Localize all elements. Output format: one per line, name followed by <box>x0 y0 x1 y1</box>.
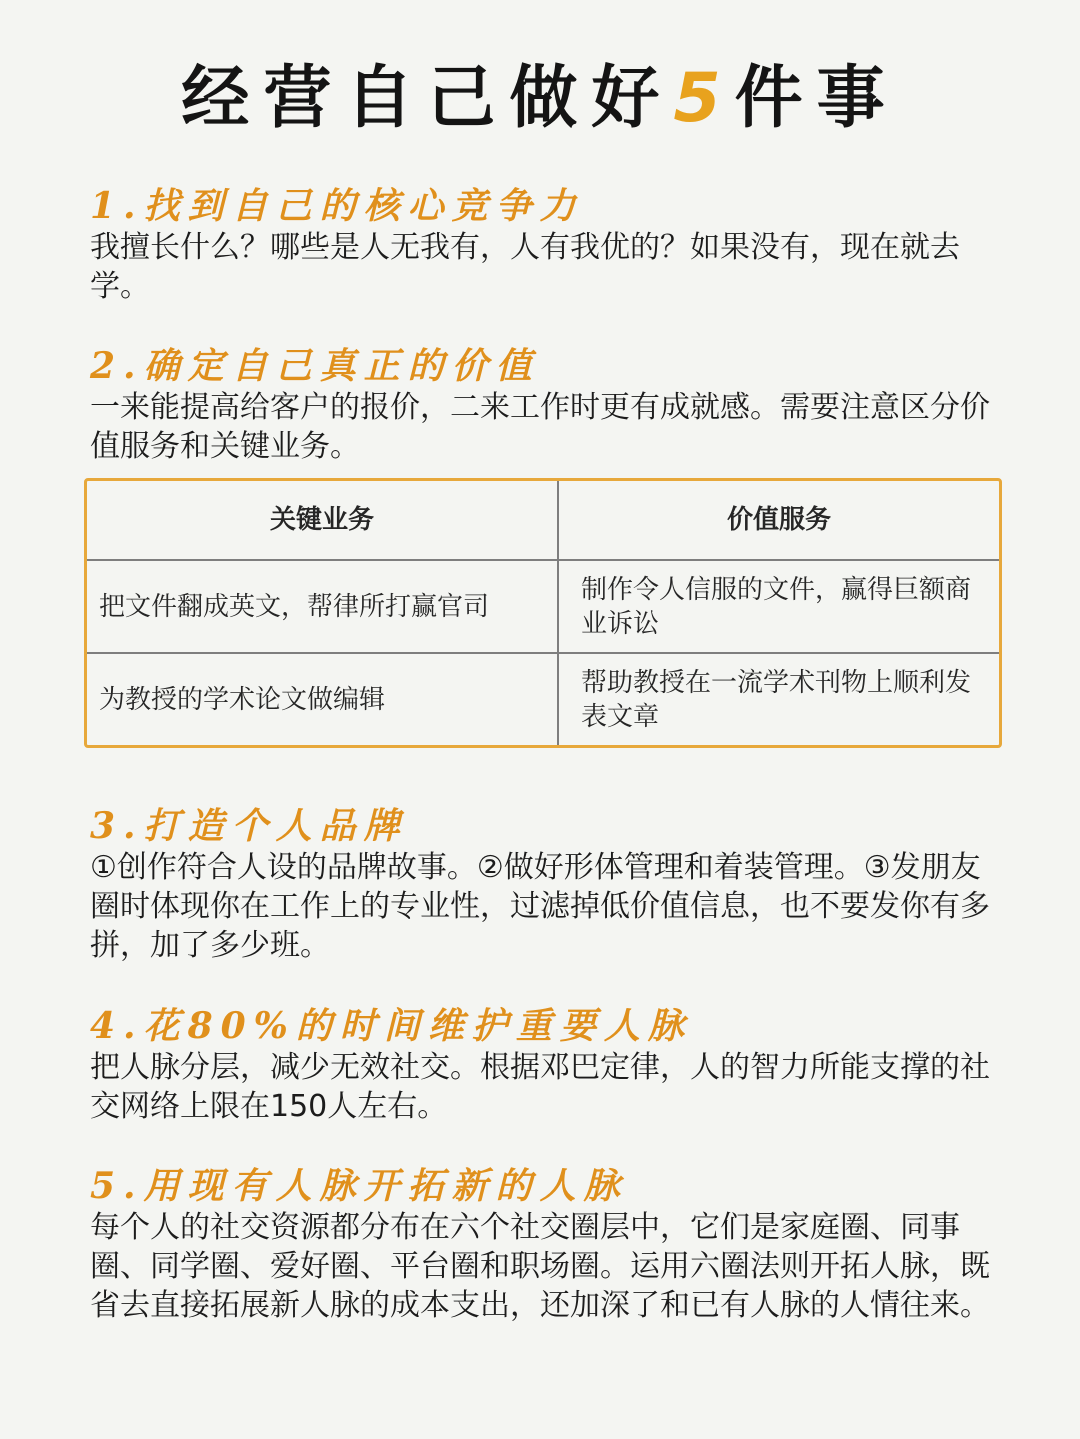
section-body: 每个人的社交资源都分布在六个社交圈层中，它们是家庭圈、同事圈、同学圈、爱好圈、平台圈和职场圈。运用六圈法则开拓人脉，既省去直接拓展新人脉的成本支出，还加深了和已有人脉的人情往来。 <box>90 1210 990 1323</box>
table-header-cell: 关键业务 <box>87 481 558 560</box>
section-heading: 2.确定自己真正的价值 <box>90 345 540 387</box>
table-header-cell: 价值服务 <box>558 481 999 560</box>
comparison-table <box>84 478 1002 748</box>
table-cell: 制作令人信服的文件，赢得巨额商业诉讼 <box>558 560 999 653</box>
section-3 <box>90 804 1002 965</box>
section-1 <box>90 184 1002 306</box>
table-cell: 为教授的学术论文做编辑 <box>87 653 558 745</box>
section-4 <box>90 1004 1002 1126</box>
page-title <box>0 58 1080 139</box>
table-row <box>87 653 999 745</box>
table-cell: 帮助教授在一流学术刊物上顺利发表文章 <box>558 653 999 745</box>
title-tail: 件事 <box>734 58 899 138</box>
section-heading: 1.找到自己的核心竞争力 <box>90 185 584 227</box>
table-row <box>87 560 999 653</box>
section-body: 一来能提高给客户的报价，二来工作时更有成就感。需要注意区分价值服务和关键业务。 <box>90 390 990 464</box>
section-2 <box>90 344 1002 466</box>
section-heading: 3.打造个人品牌 <box>90 805 408 847</box>
table-header-row <box>87 481 999 560</box>
section-body: 我擅长什么？哪些是人无我有，人有我优的？如果没有，现在就去学。 <box>90 230 960 304</box>
section-heading: 5.用现有人脉开拓新的人脉 <box>90 1165 628 1207</box>
table-cell: 把文件翻成英文，帮律所打赢官司 <box>87 560 558 653</box>
section-body: 把人脉分层，减少无效社交。根据邓巴定律，人的智力所能支撑的社交网络上限在150人左右。 <box>90 1050 990 1124</box>
section-heading: 4.花80%的时间维护重要人脉 <box>90 1005 692 1047</box>
title-number: 5 <box>673 59 735 138</box>
title-main: 经营自己做好 <box>181 58 674 138</box>
section-body: ①创作符合人设的品牌故事。②做好形体管理和着装管理。③发朋友圈时体现你在工作上的专业性，过滤掉低价值信息，也不要发你有多拼，加了多少班。 <box>90 850 990 963</box>
section-5 <box>90 1164 1002 1325</box>
